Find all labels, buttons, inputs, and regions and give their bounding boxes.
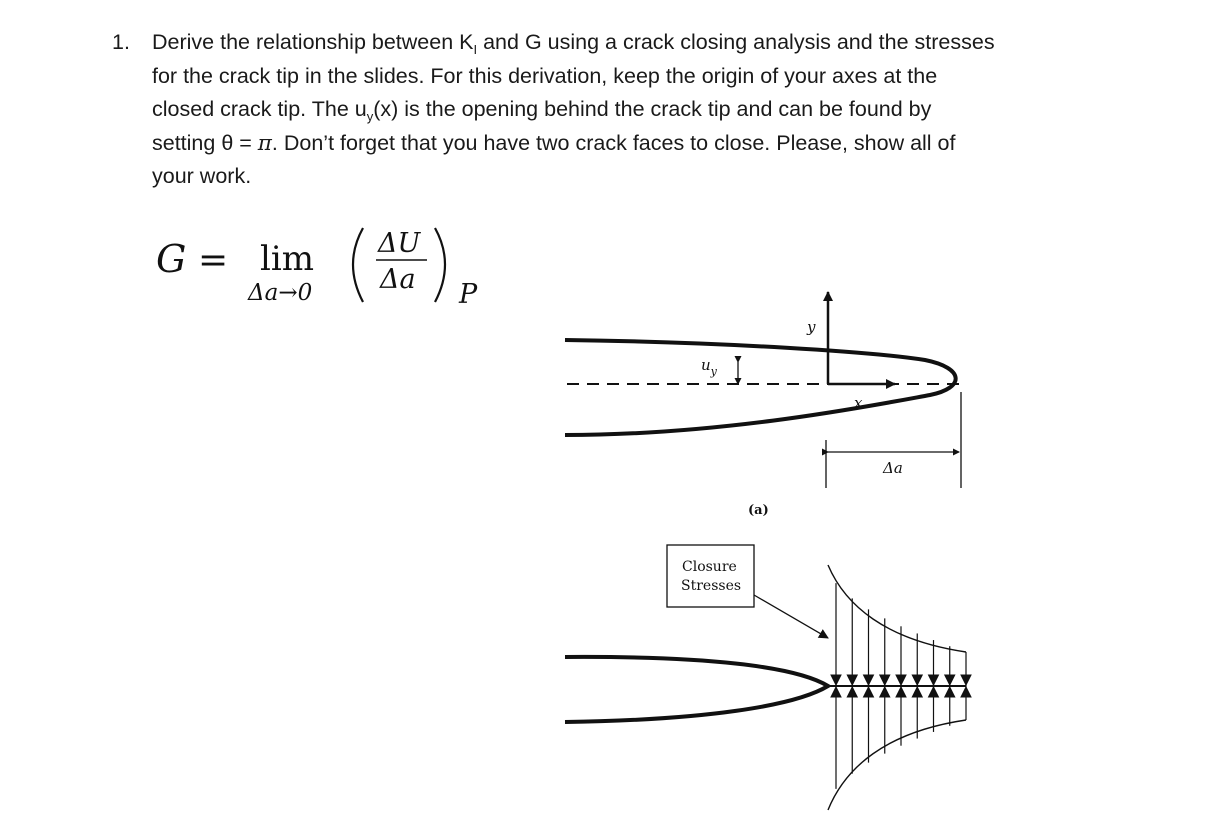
figure-caption: (a) — [748, 503, 769, 518]
formula-equals: = — [198, 240, 229, 281]
closure-stress-arrows — [831, 583, 971, 789]
closure-pointer-arrow — [754, 595, 828, 638]
closed-crack-profile — [565, 657, 828, 722]
stress-arrowhead-up — [961, 687, 971, 697]
label-uy: $u_y$ — [701, 356, 717, 378]
closure-label-box — [667, 545, 754, 607]
stress-distribution-upper — [828, 565, 966, 652]
formula-lim: lim — [260, 239, 314, 279]
stress-arrowhead-up — [880, 687, 890, 697]
problem-line-4: setting θ = π. Don’t forget that you have two crack faces to close. Please, show all of — [152, 130, 956, 156]
label-y: y — [807, 318, 816, 336]
stress-arrowhead-down — [831, 675, 841, 685]
formula-denominator: Δa — [380, 264, 416, 295]
closure-label-line-1: Closure — [682, 559, 737, 575]
stress-arrowhead-down — [864, 675, 874, 685]
label-delta-a: Δa — [883, 459, 903, 477]
closure-label-line-2: Stresses — [681, 578, 742, 594]
stress-arrowhead-up — [896, 687, 906, 697]
stress-arrowhead-down — [896, 675, 906, 685]
problem-text — [152, 26, 1172, 194]
stress-arrowhead-down — [945, 675, 955, 685]
stress-arrowhead-up — [945, 687, 955, 697]
problem-statement — [112, 26, 1172, 194]
stress-arrowhead-down — [961, 675, 971, 685]
problem-line-1: Derive the relationship between $K_I$ and G using a crack closing analysis and the stresses — [152, 30, 995, 57]
stress-arrowhead-up — [831, 687, 841, 697]
stress-arrowhead-up — [847, 687, 857, 697]
problem-line-5: your work. — [152, 164, 252, 188]
stress-arrowhead-down — [880, 675, 890, 685]
left-paren — [353, 228, 363, 302]
problem-line-2: for the crack tip in the slides. For this derivation, keep the origin of your axes at the — [152, 63, 938, 88]
formula-numerator: ΔU — [378, 228, 421, 259]
formula-subscript: P — [459, 279, 478, 310]
stress-arrowhead-down — [847, 675, 857, 685]
open-crack-diagram — [565, 292, 961, 518]
right-paren — [435, 228, 445, 302]
crack-closure-figure — [545, 280, 985, 820]
stress-arrowhead-down — [912, 675, 922, 685]
stress-arrowhead-up — [929, 687, 939, 697]
problem-line-3: closed crack tip. The $u_y(x)$ is the opening behind the crack tip and can be found by — [152, 97, 932, 124]
formula-lhs: G — [156, 237, 187, 281]
crack-profile — [565, 340, 956, 435]
stress-distribution-lower — [828, 720, 966, 810]
energy-release-rate-formula — [150, 220, 510, 310]
label-x: x — [854, 394, 863, 412]
formula-lim-subscript: Δa→0 — [248, 280, 313, 306]
stress-arrowhead-up — [864, 687, 874, 697]
problem-number: 1. — [112, 30, 130, 54]
stress-arrowhead-down — [929, 675, 939, 685]
stress-arrowhead-up — [912, 687, 922, 697]
closure-stress-diagram — [565, 545, 971, 810]
